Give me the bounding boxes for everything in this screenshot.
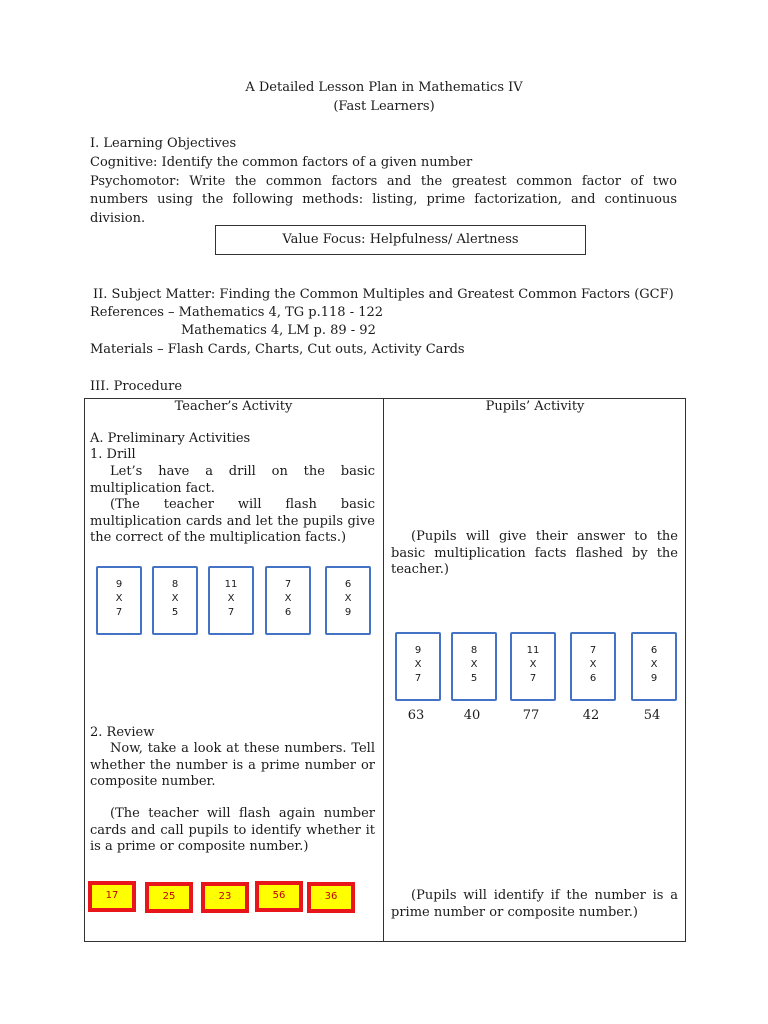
product-value: 63 (407, 708, 425, 723)
pupils-review-text: (Pupils will identify if the number is a prime number or composite number.) (391, 888, 678, 920)
review-note: (The teacher will flash again number cards and call pupils to identify whether it is a prime or composite number.) (90, 806, 375, 854)
card-line: 8 (470, 645, 478, 656)
references-2: Mathematics 4, LM p. 89 - 92 (181, 323, 376, 338)
product-value: 42 (582, 708, 600, 723)
card-line: X (171, 593, 179, 604)
drill-text: Let’s have a drill on the basic multiplication fact. (90, 464, 375, 496)
card-line: 7 (529, 673, 537, 684)
value-focus-box: Value Focus: Helpfulness/ Alertness (215, 225, 586, 255)
card-line: X (344, 593, 352, 604)
card-line: X (414, 659, 422, 670)
number-card: 56 (255, 881, 303, 912)
psychomotor-line-2: numbers using the following methods: listing, prime factorization, and continuous (90, 192, 677, 207)
card-line: 9 (115, 579, 123, 590)
psychomotor-line-3: division. (90, 211, 146, 226)
teacher-multiplication-card (325, 566, 371, 635)
card-line: 8 (171, 579, 179, 590)
card-line: 6 (650, 645, 658, 656)
teacher-multiplication-card (152, 566, 198, 635)
card-line: 7 (589, 645, 597, 656)
teacher-activity-header: Teacher’s Activity (174, 399, 293, 414)
pupil-multiplication-card (395, 632, 441, 701)
card-line: 7 (227, 607, 235, 618)
card-line: 7 (414, 673, 422, 684)
teacher-multiplication-card (265, 566, 311, 635)
card-line: X (470, 659, 478, 670)
pupils-activity-header: Pupils’ Activity (485, 399, 585, 414)
table-column-divider (383, 398, 384, 942)
card-line: X (529, 659, 537, 670)
pupil-multiplication-card (510, 632, 556, 701)
review-heading: 2. Review (90, 725, 155, 740)
drill-heading: 1. Drill (90, 447, 136, 462)
materials: Materials – Flash Cards, Charts, Cut outs, Activity Cards (90, 342, 465, 357)
drill-note: (The teacher will flash basic multiplication cards and let the pupils give the correct of the multiplication facts.) (90, 497, 375, 545)
procedure-heading: III. Procedure (90, 379, 183, 394)
card-line: 5 (171, 607, 179, 618)
card-line: 11 (224, 579, 238, 590)
number-card: 25 (145, 882, 193, 913)
psychomotor-line-1: Psychomotor: Write the common factors and the greatest common factor of two (90, 174, 677, 189)
card-line: X (227, 593, 235, 604)
card-line: 9 (344, 607, 352, 618)
card-line: 11 (526, 645, 540, 656)
card-line: X (650, 659, 658, 670)
teacher-multiplication-card (96, 566, 142, 635)
card-line: 6 (284, 607, 292, 618)
pupil-multiplication-card (451, 632, 497, 701)
number-card: 23 (201, 882, 249, 913)
card-line: 7 (115, 607, 123, 618)
product-value: 77 (522, 708, 540, 723)
number-card: 36 (307, 882, 355, 913)
cognitive-objective: Cognitive: Identify the common factors of a given number (90, 155, 473, 170)
pupils-drill-text: (Pupils will give their answer to the basic multiplication facts flashed by the teacher.) (391, 529, 678, 577)
card-line: 6 (344, 579, 352, 590)
product-value: 54 (643, 708, 661, 723)
card-line: 9 (414, 645, 422, 656)
document-subtitle: (Fast Learners) (333, 99, 435, 114)
product-value: 40 (463, 708, 481, 723)
pupil-multiplication-card (570, 632, 616, 701)
card-line: X (115, 593, 123, 604)
subject-matter-heading: II. Subject Matter: Finding the Common Multiples and Greatest Common Factors (GCF) (93, 287, 674, 302)
card-line: X (284, 593, 292, 604)
objectives-heading: I. Learning Objectives (90, 136, 237, 151)
card-line: X (589, 659, 597, 670)
card-line: 7 (284, 579, 292, 590)
card-line: 5 (470, 673, 478, 684)
card-line: 6 (589, 673, 597, 684)
pupil-multiplication-card (631, 632, 677, 701)
number-card: 17 (88, 881, 136, 912)
review-text: Now, take a look at these numbers. Tell whether the number is a prime number or composite number. (90, 741, 375, 789)
teacher-multiplication-card (208, 566, 254, 635)
document-title: A Detailed Lesson Plan in Mathematics IV (245, 80, 523, 95)
references: References – Mathematics 4, TG p.118 - 122 (90, 305, 384, 320)
preliminary-activities: A. Preliminary Activities (90, 431, 251, 446)
card-line: 9 (650, 673, 658, 684)
